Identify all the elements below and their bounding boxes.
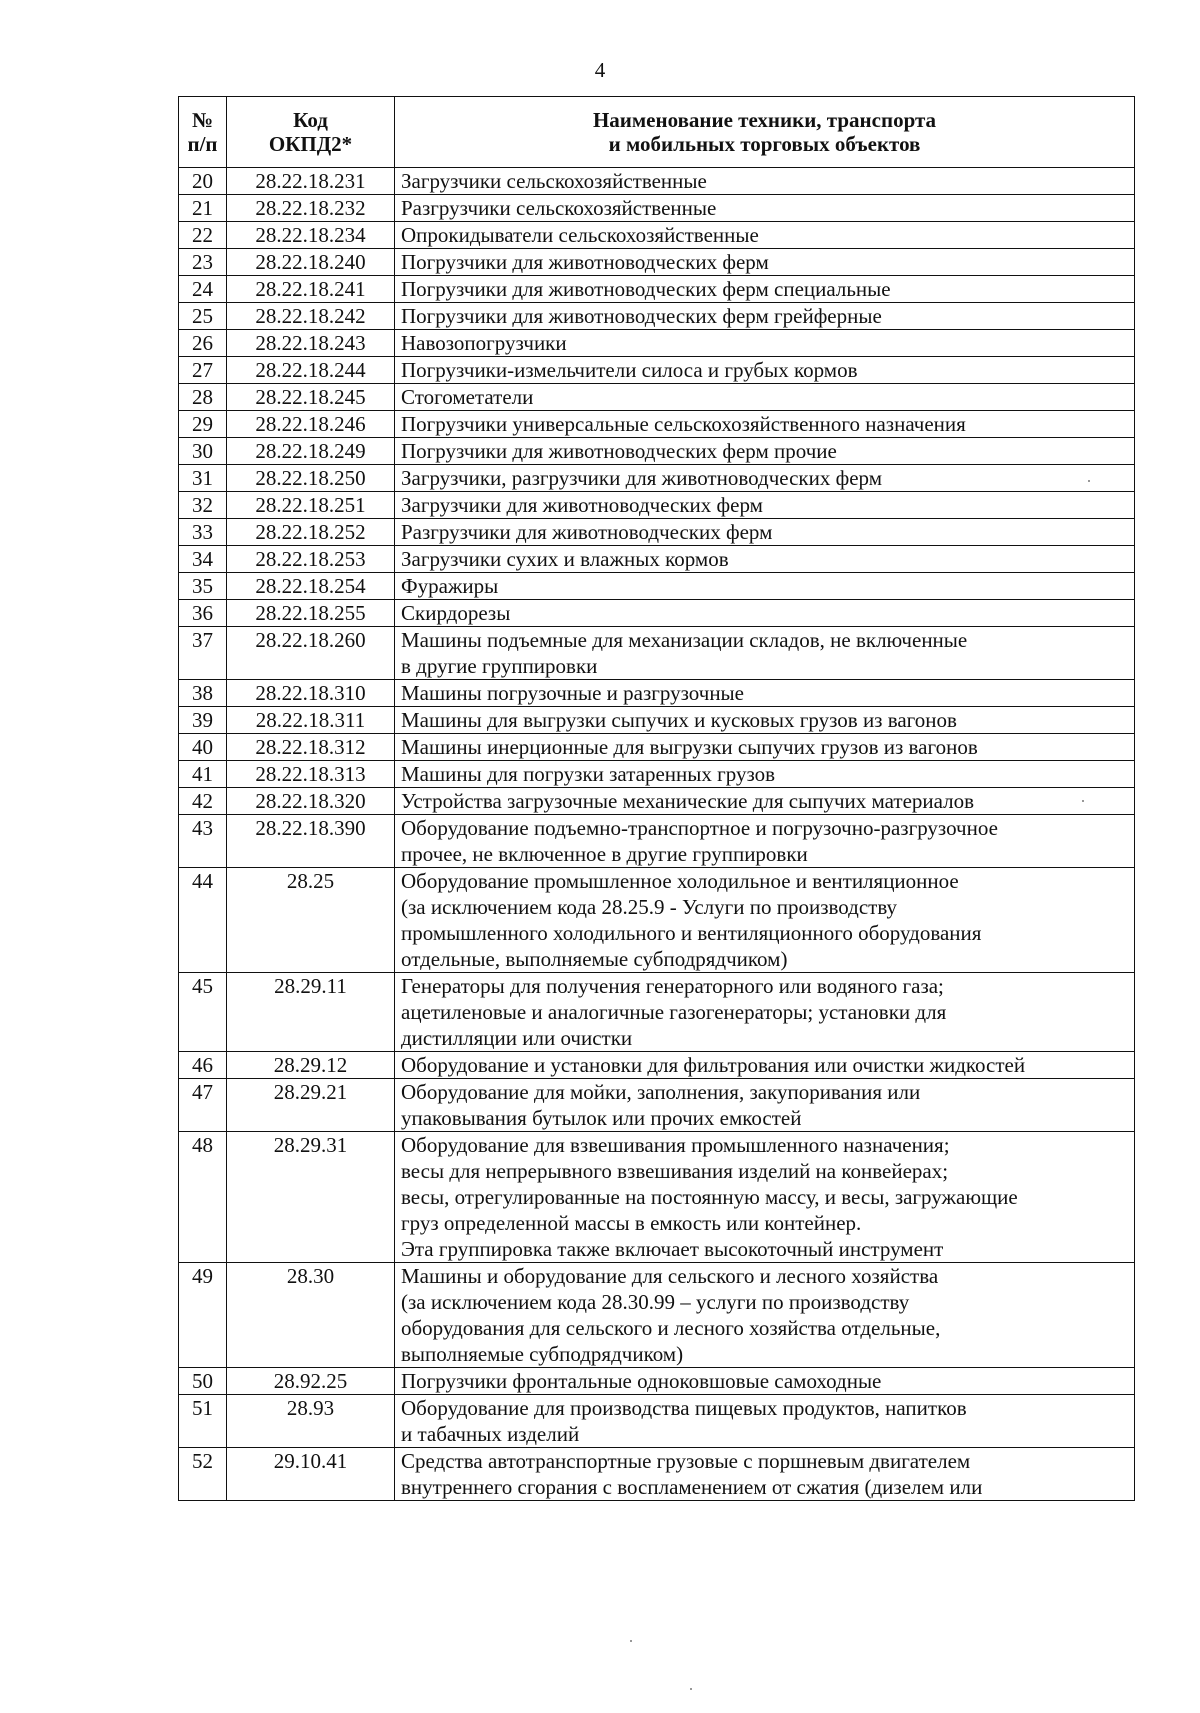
header-code xyxy=(227,97,395,168)
row-name-line: Загрузчики, разгрузчики для животноводческих ферм xyxy=(401,466,883,490)
row-number: 46 xyxy=(179,1052,227,1079)
scan-speck xyxy=(1088,480,1090,482)
table-row xyxy=(179,546,1135,573)
header-num-line-2: п/п xyxy=(187,132,218,156)
row-name xyxy=(395,761,1135,788)
row-name-line: в другие группировки xyxy=(401,654,598,678)
row-number: 43 xyxy=(179,815,227,868)
header-num xyxy=(179,97,227,168)
row-code: 28.22.18.251 xyxy=(227,492,395,519)
row-code: 28.22.18.244 xyxy=(227,357,395,384)
row-name-line: Погрузчики фронтальные одноковшовые самоходные xyxy=(401,1369,882,1393)
row-number: 26 xyxy=(179,330,227,357)
row-name xyxy=(395,222,1135,249)
table-row xyxy=(179,734,1135,761)
row-name xyxy=(395,276,1135,303)
row-name xyxy=(395,411,1135,438)
row-name-line: Машины для погрузки затаренных грузов xyxy=(401,762,776,786)
table-row xyxy=(179,168,1135,195)
row-code: 28.22.18.242 xyxy=(227,303,395,330)
row-code: 28.22.18.252 xyxy=(227,519,395,546)
row-number: 37 xyxy=(179,627,227,680)
row-code: 28.92.25 xyxy=(227,1368,395,1395)
table-row xyxy=(179,303,1135,330)
table-row xyxy=(179,438,1135,465)
row-name xyxy=(395,195,1135,222)
row-name xyxy=(395,1448,1135,1501)
row-name xyxy=(395,1263,1135,1368)
row-name-line: выполняемые субподрядчиком) xyxy=(401,1342,684,1366)
row-name xyxy=(395,1395,1135,1448)
table-row xyxy=(179,1395,1135,1448)
header-code-line-2: ОКПД2* xyxy=(268,132,353,156)
table-row xyxy=(179,249,1135,276)
row-code: 28.22.18.310 xyxy=(227,680,395,707)
row-code: 28.29.12 xyxy=(227,1052,395,1079)
row-name-line: прочее, не включенное в другие группировки xyxy=(401,842,808,866)
row-name-line: Оборудование для взвешивания промышленного назначения; xyxy=(401,1133,950,1157)
row-name-line: Погрузчики для животноводческих ферм прочие xyxy=(401,439,837,463)
row-name-line: Загрузчики сухих и влажных кормов xyxy=(401,547,729,571)
row-name-line: и табачных изделий xyxy=(401,1422,580,1446)
header-num-line-1: № xyxy=(191,108,214,132)
row-name xyxy=(395,600,1135,627)
row-number: 27 xyxy=(179,357,227,384)
row-name xyxy=(395,573,1135,600)
row-code: 28.29.31 xyxy=(227,1132,395,1263)
row-name-line: Погрузчики универсальные сельскохозяйственного назначения xyxy=(401,412,966,436)
scan-speck xyxy=(690,1688,692,1690)
row-number: 32 xyxy=(179,492,227,519)
row-code: 28.22.18.260 xyxy=(227,627,395,680)
row-number: 52 xyxy=(179,1448,227,1501)
row-name xyxy=(395,1132,1135,1263)
table-row xyxy=(179,1263,1135,1368)
row-name-line: Оборудование промышленное холодильное и вентиляционное xyxy=(401,869,959,893)
row-number: 33 xyxy=(179,519,227,546)
row-number: 20 xyxy=(179,168,227,195)
row-number: 39 xyxy=(179,707,227,734)
row-name xyxy=(395,1079,1135,1132)
row-name-line: Погрузчики для животноводческих ферм специальные xyxy=(401,277,891,301)
row-name xyxy=(395,707,1135,734)
page-number: 4 xyxy=(594,58,606,82)
row-name-line: Генераторы для получения генераторного или водяного газа; xyxy=(401,974,944,998)
row-name-line: Эта группировка также включает высокоточный инструмент xyxy=(401,1237,944,1261)
header-name xyxy=(395,97,1135,168)
table-row xyxy=(179,492,1135,519)
row-number: 30 xyxy=(179,438,227,465)
row-number: 50 xyxy=(179,1368,227,1395)
row-name xyxy=(395,465,1135,492)
row-name xyxy=(395,519,1135,546)
row-name-line: Опрокидыватели сельскохозяйственные xyxy=(401,223,759,247)
row-number: 51 xyxy=(179,1395,227,1448)
row-name-line: Оборудование для производства пищевых продуктов, напитков xyxy=(401,1396,967,1420)
row-name-line: Погрузчики для животноводческих ферм грейферные xyxy=(401,304,882,328)
table-row xyxy=(179,519,1135,546)
row-number: 28 xyxy=(179,384,227,411)
row-number: 49 xyxy=(179,1263,227,1368)
table-row xyxy=(179,1448,1135,1501)
row-name xyxy=(395,357,1135,384)
scan-speck xyxy=(630,1640,632,1642)
row-number: 41 xyxy=(179,761,227,788)
row-name-line: упаковывания бутылок или прочих емкостей xyxy=(401,1106,802,1130)
row-number: 45 xyxy=(179,973,227,1052)
row-name xyxy=(395,330,1135,357)
row-name-line: Фуражиры xyxy=(401,574,499,598)
table-body xyxy=(179,168,1135,1501)
row-name-line: Оборудование подъемно-транспортное и погрузочно-разгрузочное xyxy=(401,816,998,840)
row-name-line: Машины погрузочные и разгрузочные xyxy=(401,681,744,705)
table-row xyxy=(179,1052,1135,1079)
row-code: 28.22.18.243 xyxy=(227,330,395,357)
table-row xyxy=(179,973,1135,1052)
table-row xyxy=(179,573,1135,600)
table-row xyxy=(179,276,1135,303)
row-code: 28.22.18.390 xyxy=(227,815,395,868)
row-code: 28.22.18.234 xyxy=(227,222,395,249)
row-number: 35 xyxy=(179,573,227,600)
row-name-line: Машины и оборудование для сельского и лесного хозяйства xyxy=(401,1264,939,1288)
row-name xyxy=(395,1368,1135,1395)
header-row xyxy=(179,97,1135,168)
row-code: 28.22.18.249 xyxy=(227,438,395,465)
row-code: 28.22.18.313 xyxy=(227,761,395,788)
row-name-line: (за исключением кода 28.30.99 – услуги по производству xyxy=(401,1290,910,1314)
row-name xyxy=(395,492,1135,519)
row-number: 22 xyxy=(179,222,227,249)
table-row xyxy=(179,707,1135,734)
row-name-line: дистилляции или очистки xyxy=(401,1026,633,1050)
table-row xyxy=(179,868,1135,973)
row-number: 48 xyxy=(179,1132,227,1263)
row-name xyxy=(395,973,1135,1052)
row-name xyxy=(395,303,1135,330)
row-code: 28.22.18.231 xyxy=(227,168,395,195)
header-code-line-1: Код xyxy=(293,108,328,132)
row-number: 25 xyxy=(179,303,227,330)
row-number: 38 xyxy=(179,680,227,707)
row-name-line: Навозопогрузчики xyxy=(401,331,567,355)
row-code: 28.25 xyxy=(227,868,395,973)
equipment-table xyxy=(178,96,1135,1501)
row-name-line: Оборудование для мойки, заполнения, закупоривания или xyxy=(401,1080,921,1104)
row-code: 28.22.18.240 xyxy=(227,249,395,276)
row-name xyxy=(395,627,1135,680)
table-row xyxy=(179,357,1135,384)
row-code: 28.22.18.254 xyxy=(227,573,395,600)
row-name-line: Разгрузчики для животноводческих ферм xyxy=(401,520,773,544)
row-number: 34 xyxy=(179,546,227,573)
table-row xyxy=(179,761,1135,788)
row-code: 28.22.18.232 xyxy=(227,195,395,222)
header-name-line-2: и мобильных торговых объектов xyxy=(608,132,921,156)
row-code: 28.22.18.312 xyxy=(227,734,395,761)
table-header xyxy=(179,97,1135,168)
row-code: 28.29.21 xyxy=(227,1079,395,1132)
table-row xyxy=(179,600,1135,627)
row-name-line: промышленного холодильного и вентиляционного оборудования xyxy=(401,921,982,945)
table-row xyxy=(179,1368,1135,1395)
header-name-line-1: Наименование техники, транспорта xyxy=(592,108,937,132)
row-name-line: Загрузчики сельскохозяйственные xyxy=(401,169,707,193)
table-row xyxy=(179,195,1135,222)
row-code: 28.29.11 xyxy=(227,973,395,1052)
row-name-line: Погрузчики для животноводческих ферм xyxy=(401,250,769,274)
row-name-line: Средства автотранспортные грузовые с поршневым двигателем xyxy=(401,1449,971,1473)
row-code: 29.10.41 xyxy=(227,1448,395,1501)
row-code: 28.22.18.241 xyxy=(227,276,395,303)
table-row xyxy=(179,330,1135,357)
row-code: 28.22.18.255 xyxy=(227,600,395,627)
row-number: 40 xyxy=(179,734,227,761)
row-name-line: внутреннего сгорания с воспламенением от сжатия (дизелем или xyxy=(401,1475,983,1499)
row-name xyxy=(395,546,1135,573)
row-name-line: (за исключением кода 28.25.9 - Услуги по производству xyxy=(401,895,898,919)
row-name xyxy=(395,249,1135,276)
row-code: 28.22.18.311 xyxy=(227,707,395,734)
row-name xyxy=(395,680,1135,707)
row-name xyxy=(395,438,1135,465)
row-code: 28.93 xyxy=(227,1395,395,1448)
row-name xyxy=(395,868,1135,973)
row-number: 23 xyxy=(179,249,227,276)
row-name xyxy=(395,1052,1135,1079)
table-row xyxy=(179,222,1135,249)
row-name xyxy=(395,168,1135,195)
row-name-line: Устройства загрузочные механические для сыпучих материалов xyxy=(401,789,975,813)
row-name-line: Погрузчики-измельчители силоса и грубых кормов xyxy=(401,358,858,382)
table-row xyxy=(179,384,1135,411)
row-name-line: Машины для выгрузки сыпучих и кусковых грузов из вагонов xyxy=(401,708,957,732)
row-number: 44 xyxy=(179,868,227,973)
row-name-line: весы, отрегулированные на постоянную массу, и весы, загружающие xyxy=(401,1185,1018,1209)
row-name-line: Машины подъемные для механизации складов, не включенные xyxy=(401,628,968,652)
row-number: 36 xyxy=(179,600,227,627)
row-number: 21 xyxy=(179,195,227,222)
table-row xyxy=(179,465,1135,492)
row-name xyxy=(395,384,1135,411)
row-name-line: отдельные, выполняемые субподрядчиком) xyxy=(401,947,788,971)
row-name-line: оборудования для сельского и лесного хозяйства отдельные, xyxy=(401,1316,941,1340)
table-row xyxy=(179,815,1135,868)
row-code: 28.22.18.245 xyxy=(227,384,395,411)
row-name xyxy=(395,788,1135,815)
row-code: 28.30 xyxy=(227,1263,395,1368)
row-number: 31 xyxy=(179,465,227,492)
table-row xyxy=(179,680,1135,707)
row-name-line: Машины инерционные для выгрузки сыпучих грузов из вагонов xyxy=(401,735,978,759)
table-row xyxy=(179,788,1135,815)
row-code: 28.22.18.320 xyxy=(227,788,395,815)
row-name-line: Стогометатели xyxy=(401,385,534,409)
row-name-line: Загрузчики для животноводческих ферм xyxy=(401,493,763,517)
row-name-line: Скирдорезы xyxy=(401,601,511,625)
table-row xyxy=(179,627,1135,680)
row-name-line: ацетиленовые и аналогичные газогенераторы; установки для xyxy=(401,1000,947,1024)
row-code: 28.22.18.250 xyxy=(227,465,395,492)
row-number: 29 xyxy=(179,411,227,438)
row-name xyxy=(395,815,1135,868)
table-row xyxy=(179,1079,1135,1132)
row-name-line: Оборудование и установки для фильтрования или очистки жидкостей xyxy=(401,1053,1026,1077)
row-name-line: весы для непрерывного взвешивания изделий на конвейерах; xyxy=(401,1159,949,1183)
row-number: 47 xyxy=(179,1079,227,1132)
scan-speck xyxy=(1082,800,1084,802)
row-code: 28.22.18.246 xyxy=(227,411,395,438)
row-name-line: Разгрузчики сельскохозяйственные xyxy=(401,196,717,220)
row-name xyxy=(395,734,1135,761)
row-number: 42 xyxy=(179,788,227,815)
row-code: 28.22.18.253 xyxy=(227,546,395,573)
table-row xyxy=(179,1132,1135,1263)
row-number: 24 xyxy=(179,276,227,303)
table-row xyxy=(179,411,1135,438)
row-name-line: груз определенной массы в емкость или контейнер. xyxy=(401,1211,862,1235)
